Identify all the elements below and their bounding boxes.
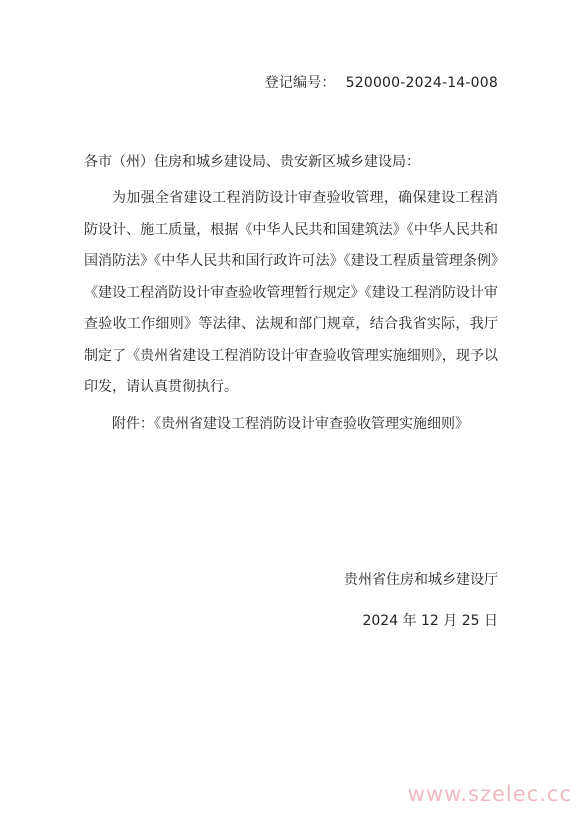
body-paragraph: 为加强全省建设工程消防设计审查验收管理，确保建设工程消防设计、施工质量，根据《中华人民共和国建筑法》《中华人民共和国消防法》《中华人民共和国行政许可法》《建设工程质量管理条例》《建设工程消防设计审查验收管理暂行规定》《建设工程消防设计审查验收工作细则》等法律、法规和部门规章，结合我省实际，我厅制定了《贵州省建设工程消防设计审查验收管理实施细则》，现予以印发，请认真贯彻执行。 (84, 190, 498, 395)
registration-line (265, 72, 498, 92)
attachment-line: 附件：《贵州省建设工程消防设计审查验收管理实施细则》 (112, 416, 469, 432)
issue-date: 2024 年 12 月 25 日 (362, 613, 498, 629)
salutation: 各市（州）住房和城乡建设局、贵安新区城乡建设局： (84, 154, 420, 170)
issuer-signature: 贵州省住房和城乡建设厅 (344, 572, 498, 588)
registration-number: 520000-2024-14-008 (345, 75, 498, 91)
website-watermark: www.szelec.cc (407, 782, 572, 806)
registration-label: 登记编号： (264, 75, 336, 91)
